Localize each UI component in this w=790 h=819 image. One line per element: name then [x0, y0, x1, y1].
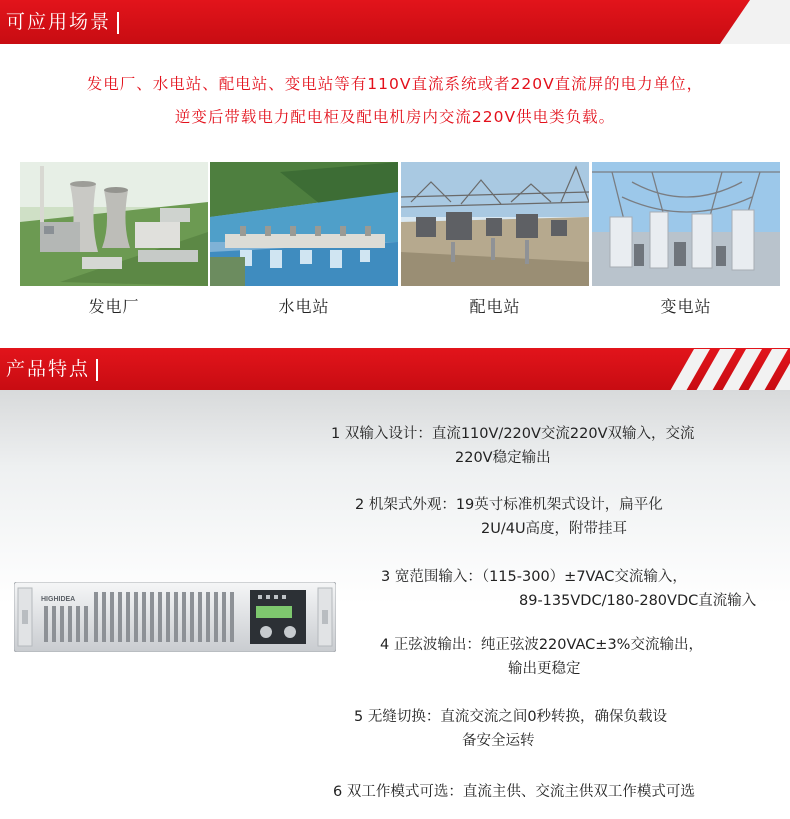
scenarios-section: [0, 44, 790, 348]
power-plant-caption: 发电厂: [88, 297, 140, 316]
scenarios-heading: 可应用场景: [6, 0, 119, 44]
feature-item-5: 5 无缝切换：直流交流之间0秒转换，确保负载设 备安全运转: [354, 709, 668, 749]
heading-divider: [96, 359, 98, 381]
intro-line-2: 逆变后带载电力配电柜及配电机房内交流220V供电类负载。: [174, 108, 616, 126]
heading-divider: [117, 12, 119, 34]
device-brand-label: HIGHIDEA: [41, 596, 76, 603]
banner-stripes-decoration: [600, 348, 790, 390]
feature-item-6: 6 双工作模式可选：直流主供、交流主供双工作模式可选: [333, 784, 695, 800]
distribution-station-image: [401, 162, 589, 286]
power-plant-image: [20, 162, 208, 286]
scenarios-banner: [0, 0, 790, 44]
intro-line-1: 发电厂、水电站、配电站、变电站等有110V直流系统或者220V直流屏的电力单位，: [86, 75, 704, 93]
features-section: [0, 390, 790, 819]
hydro-station-caption: 水电站: [278, 297, 330, 316]
feature-item-4: 4 正弦波输出：纯正弦波220VAC±3%交流输出， 输出更稳定: [380, 637, 703, 677]
features-heading: 产品特点: [6, 348, 98, 390]
feature-item-2: 2 机架式外观：19英寸标准机架式设计，扁平化 2U/4U高度，附带挂耳: [355, 497, 663, 537]
feature-item-1: 1 双输入设计：直流110V/220V交流220V双输入，交流 220V稳定输出: [331, 426, 695, 466]
banner-stripes-decoration: [600, 0, 790, 44]
feature-item-3: 3 宽范围输入：（115-300）±7VAC交流输入， 89-135VDC/180-280VDC直流输入: [381, 569, 757, 609]
hydro-station-image: [210, 162, 398, 286]
distribution-station-caption: 配电站: [469, 297, 521, 316]
features-banner: [0, 348, 790, 390]
substation-image: [592, 162, 780, 286]
inverter-device-image: [14, 582, 336, 652]
substation-caption: 变电站: [660, 297, 712, 316]
